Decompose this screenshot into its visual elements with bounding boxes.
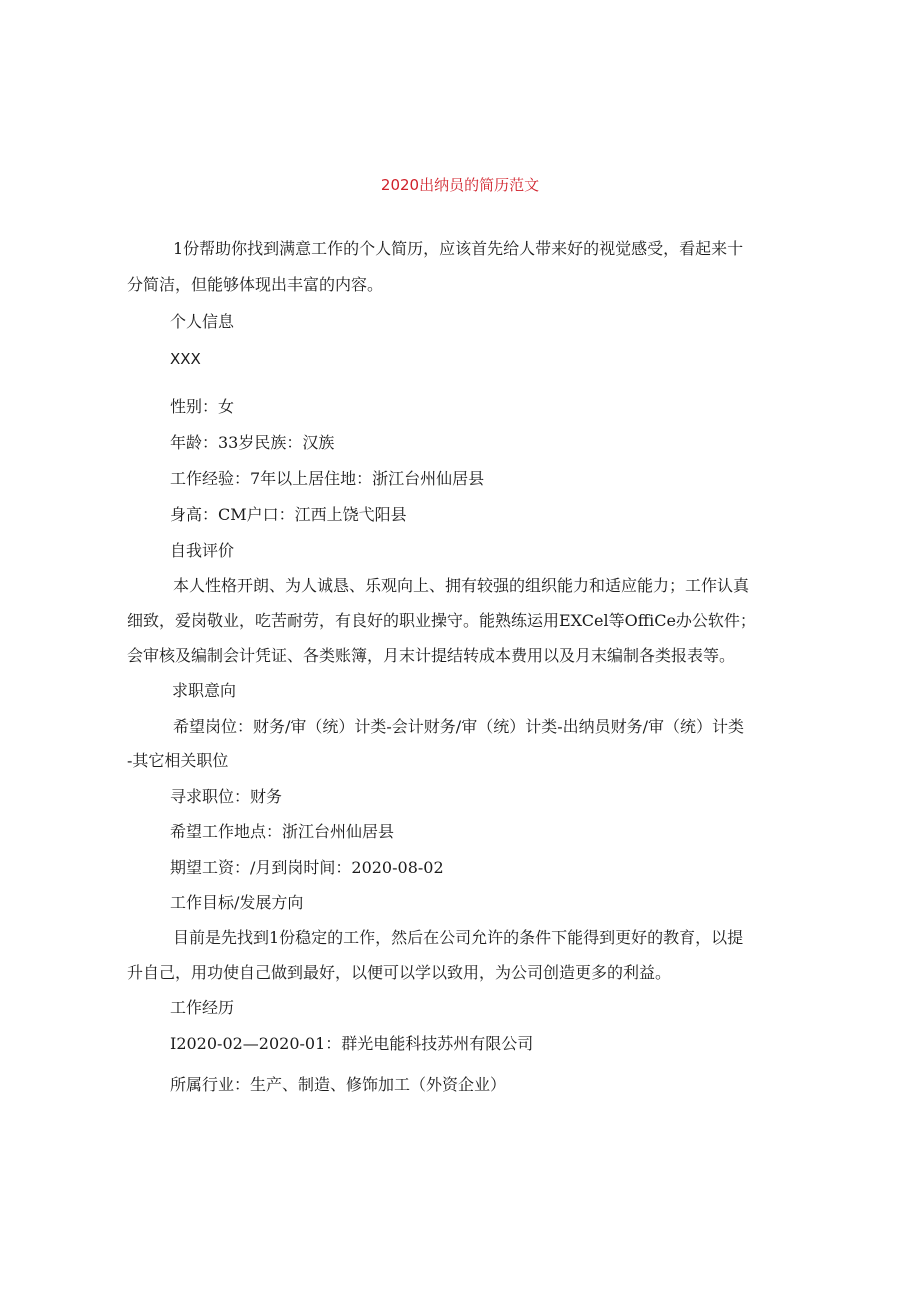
desired-location-field: 希望工作地点：浙江台州仙居县 bbox=[170, 822, 395, 841]
seeking-position-field: 寻求职位：财务 bbox=[170, 787, 283, 806]
self-evaluation-line-1: 本人性格开朗、为人诚恳、乐观向上、拥有较强的组织能力和适应能力；工作认真 bbox=[173, 576, 750, 595]
desired-position-line-1: 希望岗位：财务/审（统）计类-会计财务/审（统）计类-出纳员财务/审（统）计类 bbox=[173, 717, 744, 736]
applicant-name: XXX bbox=[170, 350, 201, 368]
desired-position-line-2: -其它相关职位 bbox=[127, 751, 229, 770]
height-hukou-field: 身高：CM户口：江西上饶弋阳县 bbox=[170, 505, 407, 524]
gender-field: 性别：女 bbox=[170, 397, 235, 416]
career-goal-heading: 工作目标/发展方向 bbox=[170, 893, 304, 912]
job-intention-heading: 求职意向 bbox=[172, 681, 237, 700]
self-evaluation-line-3: 会审核及编制会计凭证、各类账簿，月末计提结转成本费用以及月末编制各类报表等。 bbox=[127, 646, 736, 665]
self-evaluation-line-2: 细致，爱岗敬业，吃苦耐劳，有良好的职业操守。能熟练运用EXCel等OffiCe办公软件； bbox=[127, 611, 756, 630]
personal-info-heading: 个人信息 bbox=[170, 312, 235, 331]
work-experience-heading: 工作经历 bbox=[170, 998, 235, 1017]
salary-arrival-field: 期望工资：/月到岗时间：2020-08-02 bbox=[170, 858, 444, 877]
experience-residence-field: 工作经验：7年以上居住地：浙江台州仙居县 bbox=[170, 469, 485, 488]
intro-line-1: 1份帮助你找到满意工作的个人简历，应该首先给人带来好的视觉感受，看起来十 bbox=[173, 239, 744, 258]
career-goal-line-2: 升自己，用功使自己做到最好，以便可以学以致用，为公司创造更多的利益。 bbox=[127, 963, 672, 982]
self-evaluation-heading: 自我评价 bbox=[170, 541, 235, 560]
document-title: 2020出纳员的简历范文 bbox=[380, 176, 540, 194]
intro-line-2: 分简洁，但能够体现出丰富的内容。 bbox=[127, 275, 384, 294]
career-goal-line-1: 目前是先找到1份稳定的工作，然后在公司允许的条件下能得到更好的教育，以提 bbox=[173, 928, 744, 947]
work-experience-entry: I2020-02—2020-01：群光电能科技苏州有限公司 bbox=[170, 1034, 534, 1053]
industry-field: 所属行业：生产、制造、修饰加工（外资企业） bbox=[170, 1075, 507, 1094]
age-ethnicity-field: 年龄：33岁民族：汉族 bbox=[170, 433, 335, 452]
